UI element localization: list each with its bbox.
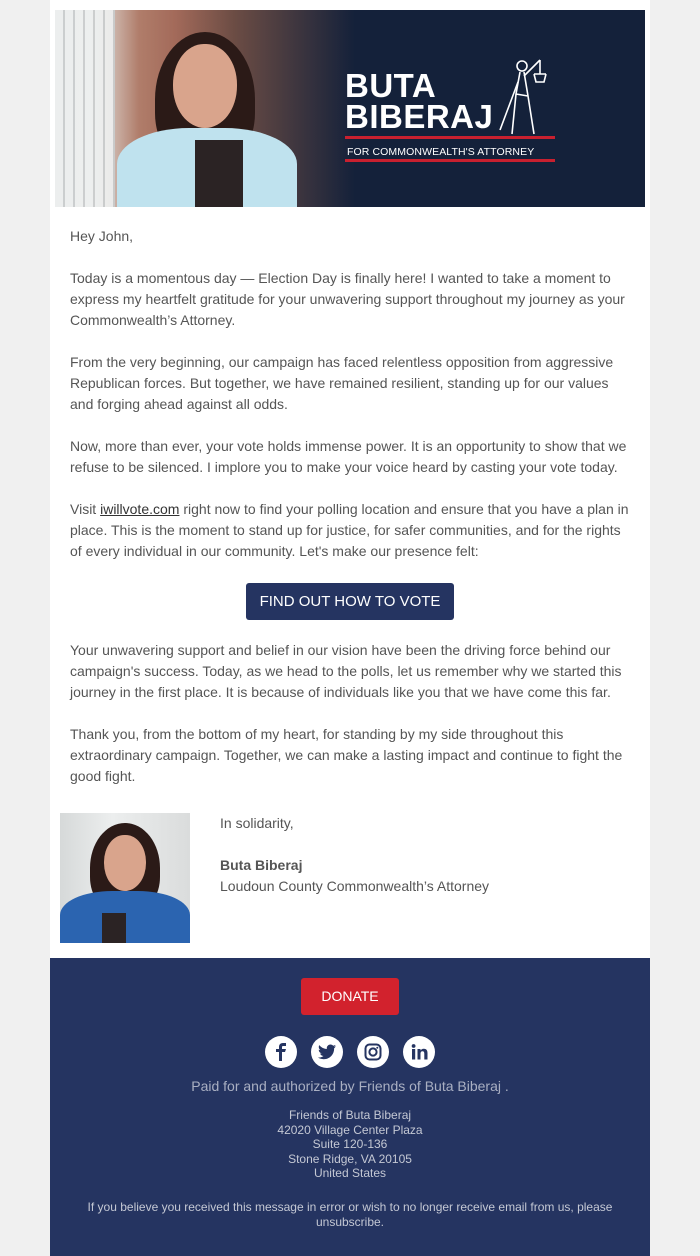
facebook-icon[interactable]: [265, 1036, 297, 1068]
shirt: [195, 140, 243, 207]
closing: In solidarity,: [220, 815, 294, 831]
paragraph-4: [70, 499, 630, 562]
hero-banner: [55, 10, 645, 207]
address-line-5: United States: [313, 1166, 387, 1180]
signature-photo: [60, 813, 190, 943]
brand-wordmark: [345, 67, 494, 135]
sig-shirt: [102, 913, 126, 943]
sig-face: [104, 835, 146, 891]
address-line-2: 42020 Village Center Plaza: [277, 1122, 423, 1137]
linkedin-icon[interactable]: [403, 1036, 435, 1068]
paragraph-6: Thank you, from the bottom of my heart, for standing by my side throughout this extraordinary campaign. Together, we can make a lasting impact and continue to fight the good fight.: [70, 726, 623, 784]
bottom-divider: [345, 159, 555, 162]
twitter-icon[interactable]: [311, 1036, 343, 1068]
tagline: FOR COMMONWEALTH'S ATTORNEY: [347, 146, 535, 158]
visit-suffix: right now to find your polling location and ensure that you have a plan in place. This is the moment to stand up for justice, for safer communities, and for the rights of every individual in our community. Let's make our presence felt:: [70, 501, 629, 559]
instagram-icon[interactable]: [357, 1036, 389, 1068]
footer: [50, 958, 650, 1256]
greeting: Hey John,: [70, 228, 134, 244]
paragraph-5: Your unwavering support and belief in our vision have been the driving force behind our campaign's success. Today, as we head to the polls, let us remember why we started this journey in the first place. It is because of individuals like you that we have come this far.: [70, 642, 622, 700]
visit-prefix: Visit: [70, 501, 101, 517]
paid-for-disclaimer: Paid for and authorized by Friends of Buta Biberaj .: [191, 1078, 509, 1094]
address-line-4: Stone Ridge, VA 20105: [288, 1151, 412, 1166]
brand-first-name: BUTA: [345, 67, 437, 104]
mailing-address: [50, 1108, 650, 1181]
signature-block: [220, 813, 489, 897]
brand-last-name: BIBERAJ: [345, 98, 494, 135]
address-line-1: Friends of Buta Biberaj: [288, 1108, 412, 1122]
lady-justice-icon: [490, 54, 550, 136]
donate-button[interactable]: DONATE: [301, 978, 399, 1015]
top-divider: [345, 136, 555, 139]
email-body: [50, 0, 650, 958]
paragraph-1: Today is a momentous day — Election Day is finally here! I wanted to take a moment to express my heartfelt gratitude for your unwavering support throughout my journey as your Commonwealth’s Attorney.: [70, 270, 625, 328]
address-line-3: Suite 120-136: [312, 1137, 388, 1151]
iwillvote-link[interactable]: iwillvote.com: [100, 501, 180, 517]
signer-title: Loudoun County Commonwealth’s Attorney: [220, 878, 490, 894]
unsubscribe-notice[interactable]: If you believe you received this message in error or wish to no longer receive email from us, please unsubscribe.: [87, 1200, 613, 1229]
window-background: [55, 10, 115, 207]
signer-name: Buta Biberaj: [220, 857, 303, 873]
candidate-photo: [55, 10, 355, 207]
find-out-how-to-vote-button[interactable]: FIND OUT HOW TO VOTE: [246, 583, 454, 620]
face: [173, 44, 237, 128]
paragraph-3: Now, more than ever, your vote holds immense power. It is an opportunity to show that we refuse to be silenced. I implore you to make your voice heard by casting your vote today.: [70, 438, 627, 475]
paragraph-2: From the very beginning, our campaign has faced relentless opposition from aggressive Republican forces. But together, we have remained resilient, standing up for our values and forging ahead against all odds.: [70, 354, 614, 412]
